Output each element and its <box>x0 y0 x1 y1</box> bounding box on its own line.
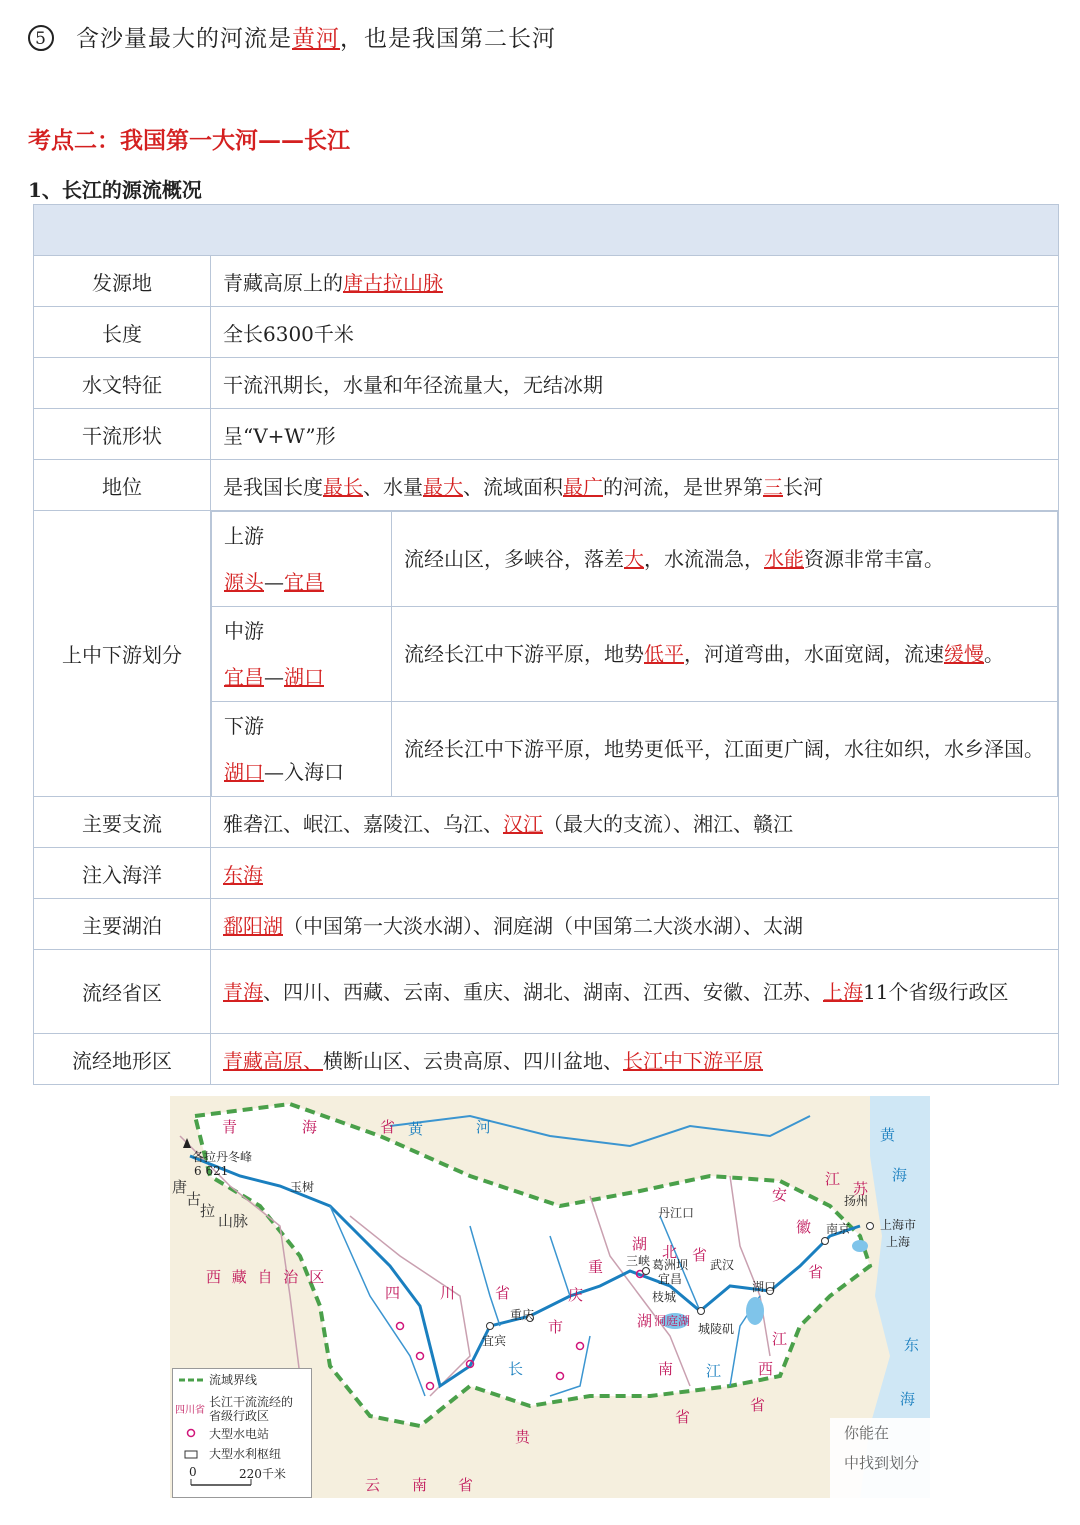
table-header-row <box>34 205 1059 256</box>
table-row: 流经省区 青海、四川、西藏、云南、重庆、湖北、湖南、江西、安徽、江苏、上海11个省级行政区 <box>34 950 1059 1034</box>
province-label: 省 <box>458 1476 477 1494</box>
place-label: 玉树 <box>290 1180 315 1194</box>
place-label: 城陵矶 <box>698 1322 735 1336</box>
province-label: 省 <box>750 1396 769 1414</box>
subtitle: 1、长江的源流概况 <box>28 178 202 202</box>
province-label: 湖 <box>632 1235 651 1253</box>
key-fact-line: 5 含沙量最大的河流是黄河，也是我国第二长河 <box>28 20 556 53</box>
place-label: 上海 <box>886 1235 911 1249</box>
place-label: 上海市 <box>880 1218 917 1232</box>
circled-number: 5 <box>28 25 54 51</box>
province-label: 南 <box>658 1360 677 1378</box>
map-legend: 流域界线 长江干流流经的 省级行政区 四川省 大型水电站 大型水利枢纽 0 220千米 <box>172 1368 312 1498</box>
province-label: 贵 <box>515 1428 534 1446</box>
province-label: 湖 <box>637 1312 656 1330</box>
province-label: 海 <box>302 1118 321 1136</box>
place-label: 扬州 <box>844 1194 869 1208</box>
place-label: 枝城 <box>652 1290 677 1304</box>
province-label: 安 <box>772 1186 791 1204</box>
yangtze-basin-map <box>170 1096 930 1498</box>
place-label: 山脉 <box>218 1212 249 1230</box>
province-label: 重 <box>588 1258 607 1276</box>
place-label: 葛洲坝 <box>652 1258 689 1272</box>
place-label: 洞庭湖 <box>654 1314 691 1328</box>
province-label: 苏 <box>853 1180 872 1198</box>
water-label: 江 <box>706 1362 722 1380</box>
division-subtable: 上游 源头—宜昌 流经山区，多峡谷，落差大，水流湍急，水能资源非常丰富。 中游 宜昌—湖口 流经长江中下游平原，地势低平，河道弯曲，水面宽阔，流速缓慢。 下游 湖口—入海口 流经长江中下游平原，地势更低平，江面更广阔，水往如织，水乡泽国。 <box>211 511 1058 796</box>
section-title: 考点二：我国第一大河——长江 <box>28 127 350 154</box>
province-label: 南 <box>412 1476 431 1494</box>
place-label: 宜昌 <box>658 1272 683 1286</box>
table-row: 流经地形区 青藏高原、横断山区、云贵高原、四川盆地、长江中下游平原 <box>34 1034 1059 1085</box>
table-row: 主要支流 雅砻江、岷江、嘉陵江、乌江、汉江（最大的支流）、湘江、赣江 <box>34 797 1059 848</box>
province-label: 省 <box>675 1408 694 1426</box>
province-label: 省 <box>692 1246 711 1264</box>
table-row: 主要湖泊 鄱阳湖（中国第一大淡水湖）、洞庭湖（中国第二大淡水湖）、太湖 <box>34 899 1059 950</box>
place-label: 南京 <box>826 1222 851 1236</box>
table-row: 地位 是我国长度最长、水量最大、流域面积最广的河流，是世界第三长河 <box>34 460 1059 511</box>
province-label: 省 <box>380 1118 399 1136</box>
province-label: 北 <box>662 1243 681 1261</box>
place-label: 古 <box>186 1190 202 1208</box>
province-label: 江 <box>825 1170 844 1188</box>
water-label: 海 <box>900 1390 916 1408</box>
place-label: 三峡 <box>626 1254 651 1268</box>
place-label: 6 621 <box>194 1164 229 1178</box>
province-label: 青 <box>222 1118 241 1136</box>
place-label: 拉 <box>200 1202 216 1220</box>
table-row: 发源地 青藏高原上的唐古拉山脉 <box>34 256 1059 307</box>
water-label: 黄 <box>408 1120 424 1138</box>
place-label: 武汉 <box>710 1258 735 1272</box>
province-label: 云 <box>365 1476 384 1494</box>
water-label: 海 <box>892 1166 908 1184</box>
water-label: 东 <box>904 1336 920 1354</box>
province-label: 西 藏 自 治 区 <box>206 1268 328 1286</box>
place-label: 各拉丹冬峰 <box>192 1150 253 1164</box>
place-label: 丹江口 <box>658 1206 695 1220</box>
province-label: 徽 <box>796 1218 815 1236</box>
table-row: 水文特征 干流汛期长，水量和年径流量大，无结冰期 <box>34 358 1059 409</box>
province-label: 市 <box>548 1318 567 1336</box>
table-row-division: 上中下游划分 上游 源头—宜昌 流经山区，多峡谷，落差大，水流湍急，水能资源非常丰富。 中游 宜昌—湖口 流经长江中下游平原，地势低平，河道弯曲，水面宽阔，流速缓慢。 下游 湖口—入海口 流经长江中下游平原，地势更低平，江面更广阔，水往如织，水乡泽国。 <box>34 511 1059 797</box>
place-label: 湖口 <box>752 1280 777 1294</box>
province-label: 四 <box>385 1284 404 1302</box>
place-label: 唐 <box>172 1178 188 1196</box>
province-label: 西 <box>758 1360 777 1378</box>
province-label: 川 <box>440 1284 459 1302</box>
water-label: 黄 <box>880 1126 896 1144</box>
table-row: 长度 全长6300千米 <box>34 307 1059 358</box>
middle-reach: 中游 宜昌—湖口 <box>212 607 392 702</box>
place-label: 重庆 <box>510 1308 535 1322</box>
watermark-overlay: 你能在 中找到划分 <box>830 1418 930 1498</box>
place-label: 宜宾 <box>482 1334 507 1348</box>
province-label: 省 <box>808 1263 827 1281</box>
table-row: 注入海洋 东海 <box>34 848 1059 899</box>
water-label: 长 <box>508 1360 524 1378</box>
table-row: 干流形状 呈“V+W”形 <box>34 409 1059 460</box>
lower-reach: 下游 湖口—入海口 <box>212 702 392 797</box>
yangtze-overview-table <box>33 204 1059 1085</box>
province-label: 江 <box>772 1330 791 1348</box>
province-label: 庆 <box>568 1286 587 1304</box>
upper-reach: 上游 源头—宜昌 <box>212 512 392 607</box>
province-label: 省 <box>495 1284 514 1302</box>
water-label: 河 <box>476 1118 492 1136</box>
